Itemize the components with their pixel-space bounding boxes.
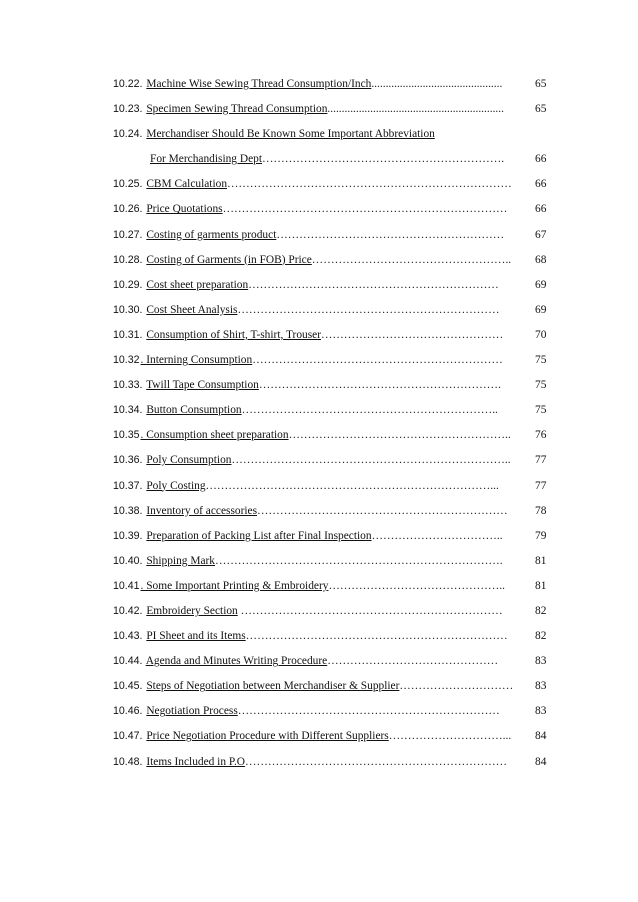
toc-entry-10-29[interactable] bbox=[113, 273, 553, 298]
page-number: 84 bbox=[535, 730, 547, 743]
entry-number: 10.33. bbox=[113, 379, 143, 392]
entry-number: 10.43. bbox=[113, 630, 143, 643]
dot-leader: ……………………………………… bbox=[327, 655, 499, 668]
entry-title[interactable]: CBM Calculation bbox=[146, 178, 228, 191]
dot-leader: ………………………………………………………….. bbox=[241, 404, 498, 417]
entry-number: 10.40. bbox=[113, 554, 143, 567]
entry-title[interactable]: Agenda and Minutes Writing Procedure bbox=[145, 655, 328, 668]
toc-entry-10-37[interactable] bbox=[113, 474, 553, 499]
page-number: 68 bbox=[535, 253, 547, 266]
dot-leader: …………………………………………………………… bbox=[237, 303, 500, 316]
toc-entry-10-25[interactable] bbox=[113, 172, 553, 197]
entry-title[interactable]: Poly Consumption bbox=[146, 454, 232, 467]
entry-title[interactable]: . Interning Consumption bbox=[140, 354, 253, 367]
entry-number: 10.36. bbox=[113, 454, 143, 467]
toc-entry-10-40[interactable] bbox=[113, 549, 553, 574]
toc-entry-10-24-continued[interactable] bbox=[113, 147, 553, 172]
entry-title[interactable]: Embroidery Section bbox=[146, 604, 238, 617]
dot-leader: ……………………………………….. bbox=[328, 579, 506, 592]
toc-entry-10-48[interactable] bbox=[113, 750, 553, 775]
dot-leader: ………………………………………………………………… bbox=[227, 178, 512, 191]
entry-number: 10.23. bbox=[113, 103, 143, 116]
entry-number: 10.25. bbox=[113, 178, 143, 191]
toc-entry-10-33[interactable] bbox=[113, 373, 553, 398]
entry-number: 10.42. bbox=[113, 604, 143, 617]
page-number: 65 bbox=[535, 103, 547, 116]
entry-title[interactable]: For Merchandising Dept bbox=[150, 153, 262, 166]
toc-entry-10-47[interactable] bbox=[113, 724, 553, 749]
entry-number: 10.37. bbox=[113, 479, 143, 492]
dot-leader: ………………………………………………………… bbox=[248, 278, 499, 291]
page-number: 82 bbox=[535, 604, 547, 617]
dot-leader: …………………………………………….. bbox=[311, 253, 512, 266]
dot-leader: …………………………….. bbox=[371, 529, 503, 542]
entry-title[interactable]: Costing of garments product bbox=[146, 228, 277, 241]
page-number: 82 bbox=[535, 630, 547, 643]
toc-entry-10-44[interactable] bbox=[113, 649, 553, 674]
page-number: 65 bbox=[535, 78, 547, 90]
dot-leader: .............................................................. bbox=[327, 103, 504, 116]
entry-title[interactable]: Merchandiser Should Be Known Some Important Abbreviation bbox=[146, 128, 435, 141]
dot-leader: …………………………………………………………… bbox=[237, 604, 503, 617]
toc-entry-10-30[interactable] bbox=[113, 298, 553, 323]
entry-title[interactable]: Machine Wise Sewing Thread Consumption/Inch bbox=[146, 78, 372, 90]
entry-title[interactable]: Price Quotations bbox=[146, 203, 223, 216]
toc-entry-10-26[interactable] bbox=[113, 197, 553, 222]
entry-title[interactable]: Price Negotiation Procedure with Different Suppliers bbox=[146, 730, 389, 743]
dot-leader: ………………………………………………………. bbox=[262, 153, 505, 166]
dot-leader: …………………………………………………… bbox=[276, 228, 505, 241]
entry-number: 10.35 bbox=[113, 429, 140, 442]
toc-entry-10-27[interactable] bbox=[113, 223, 553, 248]
entry-title[interactable]: Poly Costing bbox=[146, 479, 206, 492]
entry-title[interactable]: Specimen Sewing Thread Consumption bbox=[146, 103, 328, 116]
dot-leader: …………………………………………………………………. bbox=[215, 554, 503, 567]
toc-entry-10-43[interactable] bbox=[113, 624, 553, 649]
entry-number: 10.38. bbox=[113, 504, 143, 517]
entry-number: 10.39. bbox=[113, 529, 143, 542]
dot-leader: …………………………... bbox=[388, 730, 512, 743]
toc-entry-10-39[interactable] bbox=[113, 524, 553, 549]
page-number: 84 bbox=[535, 755, 547, 768]
entry-number: 10.22. bbox=[113, 78, 143, 90]
dot-leader: ………………………………………………………… bbox=[252, 354, 503, 367]
entry-title[interactable]: Button Consumption bbox=[146, 404, 242, 417]
entry-number: 10.44. bbox=[113, 655, 143, 668]
toc-entry-10-46[interactable] bbox=[113, 699, 553, 724]
dot-leader: ………………………… bbox=[399, 680, 514, 693]
dot-leader: ………………………………………………………. bbox=[258, 379, 501, 392]
table-of-contents bbox=[113, 72, 553, 775]
dot-leader: ………………………………………… bbox=[321, 328, 504, 341]
toc-entry-10-24[interactable] bbox=[113, 122, 553, 147]
entry-number: 10.47. bbox=[113, 730, 143, 743]
dot-leader: ………………………………………………….. bbox=[288, 429, 511, 442]
entry-number: 10.46. bbox=[113, 705, 143, 718]
entry-number: 10.27. bbox=[113, 228, 143, 241]
entry-title[interactable]: . Some Important Printing & Embroidery bbox=[140, 579, 329, 592]
page-number: 83 bbox=[535, 680, 547, 693]
entry-title[interactable]: PI Sheet and its Items bbox=[146, 630, 246, 643]
entry-number: 10.29. bbox=[113, 278, 143, 291]
page-number: 75 bbox=[535, 379, 547, 392]
entry-title[interactable]: Negotiation Process bbox=[146, 705, 238, 718]
dot-leader: …………………………………………………………………... bbox=[205, 479, 499, 492]
entry-number: 10.26. bbox=[113, 203, 143, 216]
toc-entry-10-28[interactable] bbox=[113, 248, 553, 273]
page-number: 76 bbox=[535, 429, 547, 442]
entry-number: 10.34. bbox=[113, 404, 143, 417]
entry-title[interactable]: Cost sheet preparation bbox=[146, 278, 249, 291]
page-number: 83 bbox=[535, 705, 547, 718]
entry-title[interactable]: . Consumption sheet preparation bbox=[140, 429, 289, 442]
entry-title[interactable]: Costing of Garments (in FOB) Price bbox=[146, 253, 312, 266]
dot-leader: ………………………………………………………… bbox=[257, 504, 508, 517]
page-number: 66 bbox=[535, 203, 547, 216]
entry-number: 10.45. bbox=[113, 680, 143, 693]
entry-number: 10.28. bbox=[113, 253, 143, 266]
toc-entry-10-36[interactable] bbox=[113, 448, 553, 473]
toc-entry-10-22[interactable] bbox=[113, 72, 553, 97]
entry-number: 10.32 bbox=[113, 354, 140, 367]
page-number: 81 bbox=[535, 579, 547, 592]
page-number: 78 bbox=[535, 504, 547, 517]
toc-entry-10-35[interactable] bbox=[113, 423, 553, 448]
page-number: 66 bbox=[535, 178, 547, 191]
dot-leader: ……………………………………………………………….. bbox=[231, 454, 511, 467]
entry-title[interactable]: Items Included in P.O bbox=[146, 755, 246, 768]
entry-title[interactable]: Steps of Negotiation between Merchandiser & Supplier bbox=[146, 680, 400, 693]
page-number: 75 bbox=[535, 354, 547, 367]
page-number: 69 bbox=[535, 278, 547, 291]
entry-title[interactable]: Consumption of Shirt, T-shirt, Trouser bbox=[146, 328, 322, 341]
toc-entry-10-41[interactable] bbox=[113, 574, 553, 599]
toc-entry-10-32[interactable] bbox=[113, 348, 553, 373]
dot-leader: …………………………………………………………… bbox=[245, 755, 508, 768]
toc-entry-10-34[interactable] bbox=[113, 398, 553, 423]
page-number: 69 bbox=[535, 303, 547, 316]
toc-entry-10-31[interactable] bbox=[113, 323, 553, 348]
page-number: 79 bbox=[535, 529, 547, 542]
entry-title[interactable]: Preparation of Packing List after Final Inspection bbox=[146, 529, 372, 542]
page-number: 67 bbox=[535, 228, 547, 241]
toc-entry-10-38[interactable] bbox=[113, 499, 553, 524]
dot-leader: .............................................. bbox=[371, 78, 503, 90]
entry-number: 10.31. bbox=[113, 328, 143, 341]
dot-leader: …………………………………………………………… bbox=[237, 705, 500, 718]
entry-title[interactable]: Inventory of accessories bbox=[146, 504, 258, 517]
dot-leader: …………………………………………………………… bbox=[245, 630, 508, 643]
page-number: 83 bbox=[535, 655, 547, 668]
entry-number: 10.30. bbox=[113, 303, 143, 316]
page-number: 77 bbox=[535, 479, 547, 492]
toc-entry-10-23[interactable] bbox=[113, 97, 553, 122]
page-number: 70 bbox=[535, 328, 547, 341]
page-number: 66 bbox=[535, 153, 547, 166]
page-number: 75 bbox=[535, 404, 547, 417]
entry-number: 10.48. bbox=[113, 755, 143, 768]
toc-entry-10-45[interactable] bbox=[113, 674, 553, 699]
entry-number: 10.41 bbox=[113, 579, 140, 592]
page-number: 81 bbox=[535, 554, 547, 567]
toc-entry-10-42[interactable] bbox=[113, 599, 553, 624]
entry-title[interactable]: Shipping Mark bbox=[146, 554, 215, 567]
page-number: 77 bbox=[535, 454, 547, 467]
entry-title[interactable]: Cost Sheet Analysis bbox=[146, 303, 238, 316]
entry-title[interactable]: Twill Tape Consumption bbox=[146, 379, 259, 392]
entry-number: 10.24. bbox=[113, 128, 143, 141]
dot-leader: ………………………………………………………………… bbox=[222, 203, 508, 216]
